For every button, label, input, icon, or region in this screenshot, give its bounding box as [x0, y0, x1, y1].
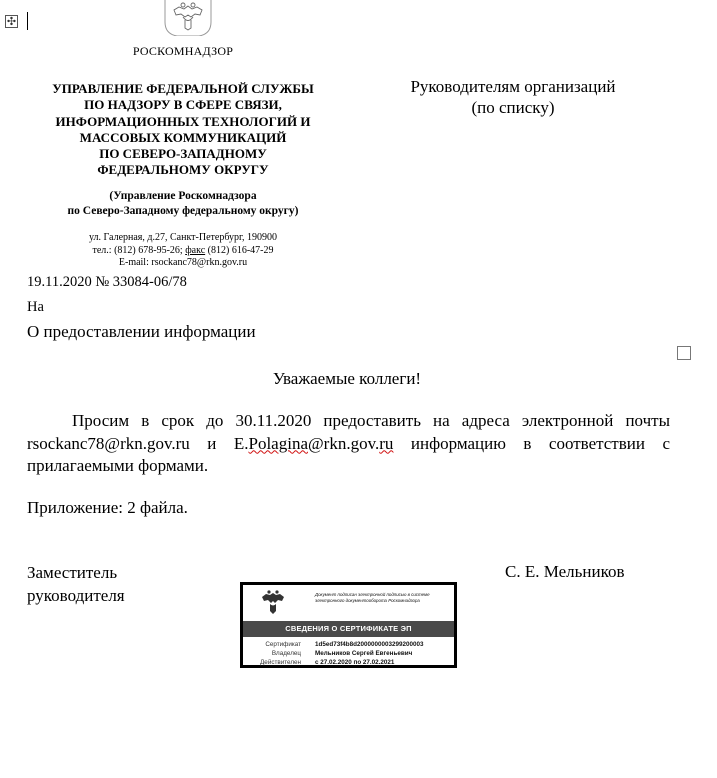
certificate-row [243, 640, 454, 649]
department-line: ПО НАДЗОРУ В СФЕРЕ СВЯЗИ, [84, 97, 282, 113]
fax-label: факс [185, 244, 206, 256]
department-line: УПРАВЛЕНИЕ ФЕДЕРАЛЬНОЙ СЛУЖБЫ [52, 81, 314, 96]
body-text-part: @rkn.gov. [308, 433, 380, 453]
certificate-details [243, 640, 454, 667]
body-text-part: Просим в срок до 30.11.2020 предоставить на адреса электронной почты rsockanc78@rkn.gov.ru и E. [27, 411, 670, 453]
signer-name: С. Е. Мельников [505, 562, 625, 581]
spellcheck-marked-word: Polagina [248, 433, 308, 453]
stamp-header: СВЕДЕНИЯ О СЕРТИФИКАТЕ ЭП [243, 621, 454, 637]
reply-to-reference: На [27, 299, 44, 315]
e-signature-stamp [240, 582, 457, 668]
attachment-note: Приложение: 2 файла. [27, 498, 188, 517]
recipient-block [398, 76, 628, 118]
postal-address: ул. Галерная, д.27, Санкт-Петербург, 190900 [88, 232, 278, 243]
recipient-line: Руководителям организаций [410, 77, 616, 96]
department-short-name [20, 189, 346, 219]
recipient-note: (по списку) [471, 98, 555, 117]
department-line: ФЕДЕРАЛЬНОМУ ОКРУГУ [97, 162, 269, 178]
spellcheck-marked-word: ru [379, 433, 394, 453]
short-name-line: (Управление Роскомнадзора [109, 190, 257, 202]
checkbox-icon[interactable] [677, 346, 691, 360]
coat-of-arms-icon [163, 0, 213, 36]
certificate-row-value: с 27.02.2020 по 27.02.2021 [315, 659, 395, 666]
greeting: Уважаемые коллеги! [272, 369, 422, 388]
agency-name: РОСКОМНАДЗОР [132, 44, 234, 58]
coat-of-arms-icon [258, 589, 288, 619]
certificate-row-key: Сертификат [265, 641, 301, 648]
signer-title-line: Заместитель [27, 563, 118, 582]
contact-block [20, 232, 346, 270]
department-line: МАССОВЫХ КОММУНИКАЦИЙ [79, 129, 287, 145]
stamp-caption: Документ подписан электронной подписью в системе электронного документооборота Роскомнадзора [315, 592, 430, 603]
signer-title [27, 562, 125, 607]
email: E-mail: rsockanc78@rkn.gov.ru [118, 257, 248, 268]
department-line: ИНФОРМАЦИОННЫХ ТЕХНОЛОГИЙ И [55, 113, 311, 129]
table-move-handle-icon[interactable]: ✣ [6, 15, 17, 28]
certificate-row-value: 1d5ed73f4b8d2000000003299200003 [315, 641, 424, 648]
signer-title-line: руководителя [27, 585, 125, 605]
certificate-row-key: Владелец [271, 650, 301, 657]
certificate-row-key: Действителен [260, 659, 301, 666]
document-subject: О предоставлении информации [27, 322, 256, 341]
certificate-row-value: Мельников Сергей Евгеньевич [315, 650, 413, 657]
department-name [20, 81, 346, 179]
document-date-number: 19.11.2020 № 33084-06/78 [27, 274, 187, 290]
certificate-row [243, 658, 454, 667]
letter-body [27, 410, 670, 478]
phone: тел.: (812) 678-95-26; [92, 244, 183, 256]
short-name-line: по Северо-Западному федеральному округу) [67, 205, 299, 217]
fax-number: (812) 616-47-29 [205, 244, 274, 256]
certificate-row [243, 649, 454, 658]
text-cursor [27, 12, 28, 30]
department-line: ПО СЕВЕРО-ЗАПАДНОМУ [99, 146, 267, 162]
phone-fax-line [20, 245, 346, 258]
body-text-part: информацию в соответствии с прилагаемыми формами. [27, 433, 670, 475]
